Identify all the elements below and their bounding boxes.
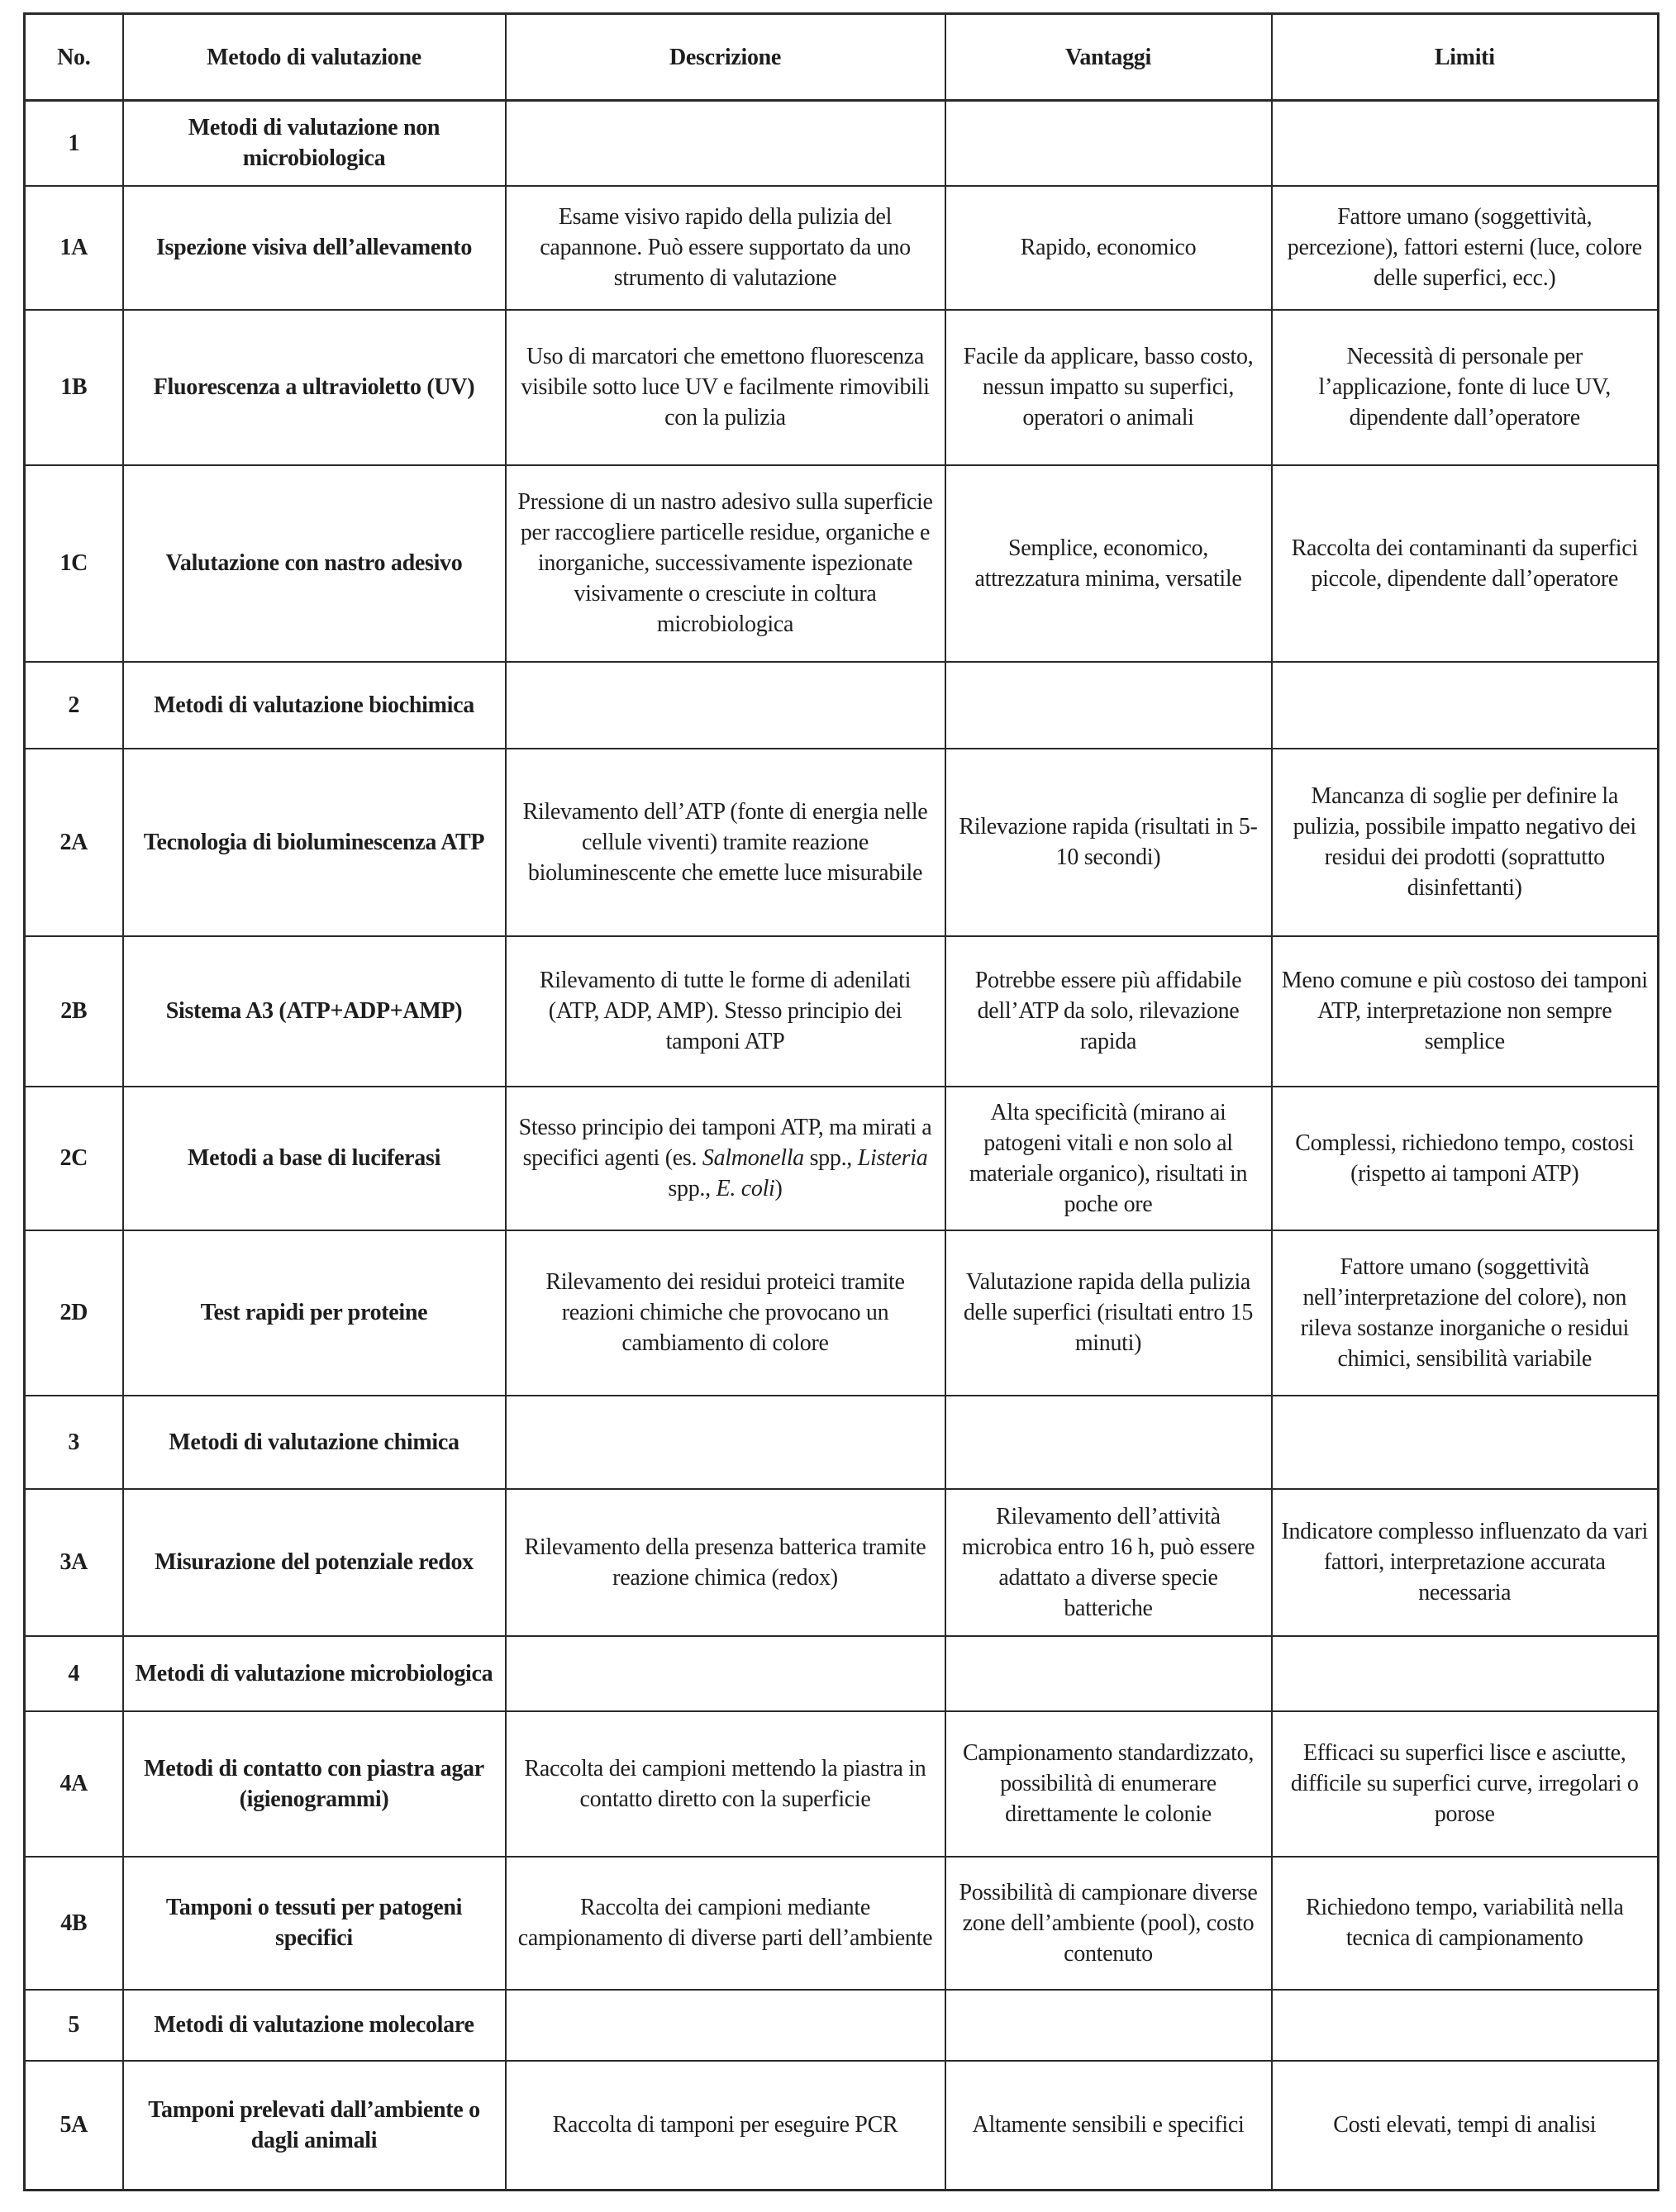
table-row-section (25, 1396, 1659, 1489)
cell-advantages (945, 1990, 1272, 2061)
cell-description (506, 1636, 945, 1711)
cell-description (506, 1087, 945, 1230)
cell-no: 5 (25, 1990, 123, 2061)
cell-method: Tecnologia di bioluminescenza ATP (123, 749, 506, 936)
cell-description (506, 662, 945, 749)
cell-limits (1272, 101, 1659, 186)
cell-limits: Efficaci su superfici lisce e asciutte, difficile su superfici curve, irregolari o porose (1272, 1711, 1659, 1857)
cell-no: 2B (25, 936, 123, 1087)
cell-no: 2A (25, 749, 123, 936)
desc-text: ) (774, 1176, 783, 1201)
cell-no: 1A (25, 186, 123, 310)
cell-no: 1B (25, 310, 123, 465)
table-row (25, 936, 1659, 1087)
table-row (25, 310, 1659, 465)
cell-no: 2D (25, 1230, 123, 1396)
cell-limits: Fattore umano (soggettività nell’interpretazione del colore), non rileva sostanze inorganiche o residui chimici, sensibilità variabile (1272, 1230, 1659, 1396)
cell-description: Rilevamento di tutte le forme di adenilati (ATP, ADP, AMP). Stesso principio dei tamponi ATP (506, 936, 945, 1087)
cell-no: 2 (25, 662, 123, 749)
table-row (25, 749, 1659, 936)
cell-method: Ispezione visiva dell’allevamento (123, 186, 506, 310)
cell-method: Misurazione del potenziale redox (123, 1489, 506, 1636)
cell-no: 4A (25, 1711, 123, 1857)
cell-advantages (945, 1396, 1272, 1489)
table-row (25, 186, 1659, 310)
cell-advantages: Rapido, economico (945, 186, 1272, 310)
cell-advantages: Potrebbe essere più affidabile dell’ATP da solo, rilevazione rapida (945, 936, 1272, 1087)
cell-method: Metodi a base di luciferasi (123, 1087, 506, 1230)
header-description: Descrizione (506, 14, 945, 101)
table-row (25, 1711, 1659, 1857)
cell-limits (1272, 1396, 1659, 1489)
table-row (25, 1489, 1659, 1636)
desc-italic-listeria: Listeria (857, 1145, 928, 1171)
desc-text: spp., (803, 1145, 858, 1171)
cell-advantages (945, 662, 1272, 749)
cell-limits: Complessi, richiedono tempo, costosi (rispetto ai tamponi ATP) (1272, 1087, 1659, 1230)
cell-advantages: Facile da applicare, basso costo, nessun impatto su superfici, operatori o animali (945, 310, 1272, 465)
cell-method: Fluorescenza a ultravioletto (UV) (123, 310, 506, 465)
cell-description (506, 1990, 945, 2061)
cell-limits (1272, 662, 1659, 749)
cell-advantages (945, 101, 1272, 186)
cell-no: 3 (25, 1396, 123, 1489)
cell-description (506, 101, 945, 186)
cell-advantages (945, 1636, 1272, 1711)
cell-method: Metodi di valutazione biochimica (123, 662, 506, 749)
cell-description: Rilevamento della presenza batterica tramite reazione chimica (redox) (506, 1489, 945, 1636)
cell-method: Test rapidi per proteine (123, 1230, 506, 1396)
desc-text: Stesso principio dei tamponi ATP, ma mirati a specifici agenti (es. (518, 1115, 932, 1171)
cell-advantages: Campionamento standardizzato, possibilità di enumerare direttamente le colonie (945, 1711, 1272, 1857)
cell-advantages: Valutazione rapida della pulizia delle superfici (risultati entro 15 minuti) (945, 1230, 1272, 1396)
cell-advantages: Possibilità di campionare diverse zone dell’ambiente (pool), costo contenuto (945, 1857, 1272, 1990)
table-header-row (25, 14, 1659, 101)
cell-limits: Richiedono tempo, variabilità nella tecnica di campionamento (1272, 1857, 1659, 1990)
cell-description: Esame visivo rapido della pulizia del capannone. Può essere supportato da uno strumento di valutazione (506, 186, 945, 310)
cell-method: Metodi di contatto con piastra agar (igienogrammi) (123, 1711, 506, 1857)
table-row (25, 2061, 1659, 2191)
cell-description: Raccolta dei campioni mediante campionamento di diverse parti dell’ambiente (506, 1857, 945, 1990)
cell-method: Sistema A3 (ATP+ADP+AMP) (123, 936, 506, 1087)
cell-description: Raccolta dei campioni mettendo la piastra in contatto diretto con la superficie (506, 1711, 945, 1857)
cell-method: Metodi di valutazione chimica (123, 1396, 506, 1489)
table-row (25, 1857, 1659, 1990)
cell-method: Tamponi o tessuti per patogeni specifici (123, 1857, 506, 1990)
cell-limits: Mancanza di soglie per definire la pulizia, possibile impatto negativo dei residui dei prodotti (soprattutto disinfettanti) (1272, 749, 1659, 936)
cell-limits: Meno comune e più costoso dei tamponi ATP, interpretazione non sempre semplice (1272, 936, 1659, 1087)
cell-no: 1 (25, 101, 123, 186)
table-row (25, 1230, 1659, 1396)
cell-description: Pressione di un nastro adesivo sulla superficie per raccogliere particelle residue, organiche e inorganiche, successivamente ispezionate visivamente o cresciute in coltura microbiologica (506, 465, 945, 662)
cell-method: Tamponi prelevati dall’ambiente o dagli animali (123, 2061, 506, 2191)
cell-description: Raccolta di tamponi per eseguire PCR (506, 2061, 945, 2191)
header-limits: Limiti (1272, 14, 1659, 101)
table-row-section (25, 1636, 1659, 1711)
cell-no: 4 (25, 1636, 123, 1711)
cell-method: Metodi di valutazione molecolare (123, 1990, 506, 2061)
table-row (25, 465, 1659, 662)
table-row-section (25, 662, 1659, 749)
desc-text: spp., (668, 1176, 717, 1201)
cell-no: 2C (25, 1087, 123, 1230)
cell-advantages: Alta specificità (mirano ai patogeni vitali e non solo al materiale organico), risultati in poche ore (945, 1087, 1272, 1230)
cell-advantages: Semplice, economico, attrezzatura minima, versatile (945, 465, 1272, 662)
table-row-section (25, 1990, 1659, 2061)
desc-italic-ecoli: E. coli (716, 1176, 775, 1201)
header-advantages: Vantaggi (945, 14, 1272, 101)
desc-italic-salmonella: Salmonella (702, 1145, 804, 1171)
cell-advantages: Rilevazione rapida (risultati in 5-10 secondi) (945, 749, 1272, 936)
evaluation-methods-table (23, 12, 1659, 2191)
cell-limits: Raccolta dei contaminanti da superfici piccole, dipendente dall’operatore (1272, 465, 1659, 662)
cell-advantages: Rilevamento dell’attività microbica entro 16 h, può essere adattato a diverse specie batteriche (945, 1489, 1272, 1636)
header-no: No. (25, 14, 123, 101)
cell-limits: Fattore umano (soggettività, percezione), fattori esterni (luce, colore delle superfici, ecc.) (1272, 186, 1659, 310)
cell-no: 3A (25, 1489, 123, 1636)
table-row (25, 1087, 1659, 1230)
cell-limits: Necessità di personale per l’applicazione, fonte di luce UV, dipendente dall’operatore (1272, 310, 1659, 465)
cell-no: 1C (25, 465, 123, 662)
cell-description (506, 1396, 945, 1489)
cell-description: Uso di marcatori che emettono fluorescenza visibile sotto luce UV e facilmente rimovibili con la pulizia (506, 310, 945, 465)
cell-advantages: Altamente sensibili e specifici (945, 2061, 1272, 2191)
cell-description: Rilevamento dell’ATP (fonte di energia nelle cellule viventi) tramite reazione bioluminescente che emette luce misurabile (506, 749, 945, 936)
cell-limits (1272, 1990, 1659, 2061)
cell-method: Metodi di valutazione microbiologica (123, 1636, 506, 1711)
cell-limits (1272, 1636, 1659, 1711)
header-method: Metodo di valutazione (123, 14, 506, 101)
cell-no: 4B (25, 1857, 123, 1990)
cell-no: 5A (25, 2061, 123, 2191)
cell-method: Valutazione con nastro adesivo (123, 465, 506, 662)
table-row-section (25, 101, 1659, 186)
cell-limits: Costi elevati, tempi di analisi (1272, 2061, 1659, 2191)
cell-description: Rilevamento dei residui proteici tramite reazioni chimiche che provocano un cambiamento di colore (506, 1230, 945, 1396)
cell-limits: Indicatore complesso influenzato da vari fattori, interpretazione accurata necessaria (1272, 1489, 1659, 1636)
cell-method: Metodi di valutazione non microbiologica (123, 101, 506, 186)
